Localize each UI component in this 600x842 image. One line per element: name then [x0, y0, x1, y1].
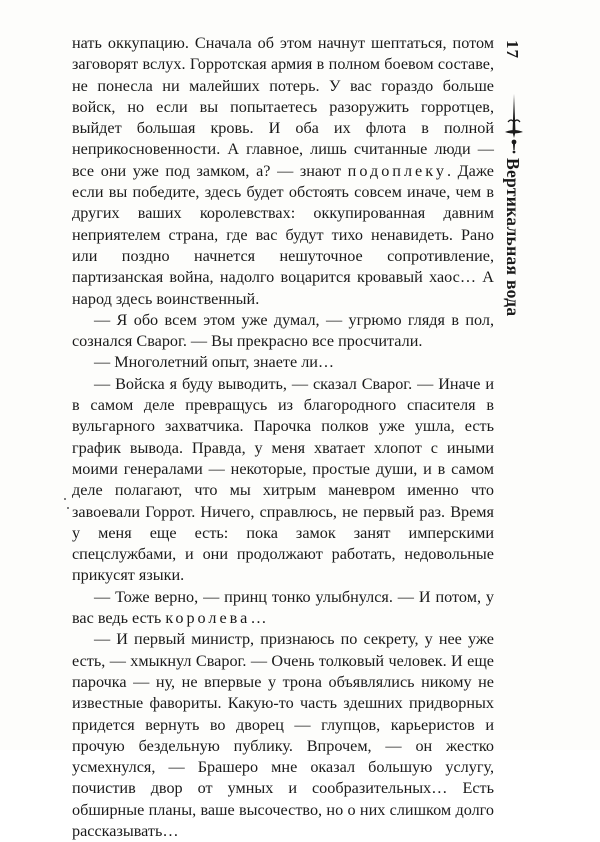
text-run: — Тоже верно, — принц тонко улыбнулся. — И потом, у вас ведь есть [72, 587, 494, 628]
text-run: . Даже если вы победите, здесь будет обстоять совсем иначе, чем в других ваших королевствах: оккупированная давним неприятелем страна, где вас будут тихо ненавидеть. Рано или поздно начнется нешуточное сопротивление, партизанская война, надолго воцарится кровавый хаос… А народ здесь воинственный. [72, 161, 494, 308]
text-run: — Многолетний опыт, знаете ли… [94, 353, 335, 372]
text-run: — И первый министр, признаюсь по секрету, у нее уже есть, — хмыкнул Сварог. — Очень толковый человек. И еще парочка — ну, не впервые у трона объявлялись никому не известные фавориты. Какую-то часть здешних придворных придется вернуть во дворец — глупцов, карьеристов и прочую бездельную публику. Впрочем, — он жестко усмехнулся, — Брашеро мне оказал большую услугу, почистив двор от умных и сообразительных… Есть обширные планы, ваше высочество, но о них слишком долго рассказывать… [72, 630, 494, 840]
page-number: 17 [503, 40, 522, 59]
paragraph [72, 310, 494, 353]
text-run: — Я обо всем этом уже думал, — угрюмо глядя в пол, сознался Сварог. — Вы прекрасно все просчитали. [72, 310, 494, 351]
print-speck [64, 498, 66, 500]
book-title: Вертикальная вода [503, 158, 523, 317]
emphasized-spaced-word: подоплеку [347, 161, 447, 180]
print-speck [67, 507, 69, 509]
running-head [494, 30, 534, 330]
page-body-text [72, 33, 494, 842]
paragraph [72, 374, 494, 587]
paragraph [72, 629, 494, 842]
paragraph [72, 587, 494, 630]
paragraph [72, 352, 494, 373]
text-run: — Войска я буду выводить, — сказал Сварог. — Иначе и в самом деле превращусь из благородного спасителя в вульгарного захватчика. Парочка полков уже ушла, есть график вывода. Правда, у меня хватает хлопот с иными моими генералами — некоторые, простые души, и в самом деле полагают, что мы хитрым маневром именно что завоевали Горрот. Ничего, справлюсь, не первый раз. Время у меня еще есть: пока замок занят имперскими спецслужбами, и они продолжают работать, недовольные прикусят языки. [72, 374, 494, 585]
paragraph [72, 33, 494, 310]
emphasized-spaced-word: королева [165, 609, 251, 628]
text-run: … [250, 609, 267, 628]
dagger-ornament-icon [501, 92, 527, 154]
text-run: нать оккупацию. Сначала об этом начнут шептаться, потом заговорят вслух. Горротская армия в полном боевом составе, не понесла ни малейших потерь. У вас гораздо больше войск, но если вы попытаетесь разоружить горротцев, выйдет большая кровь. И оба их флота в полной неприкосновенности. А главное, лишь считанные люди — все они уже под замком, а? — знают [72, 34, 494, 180]
